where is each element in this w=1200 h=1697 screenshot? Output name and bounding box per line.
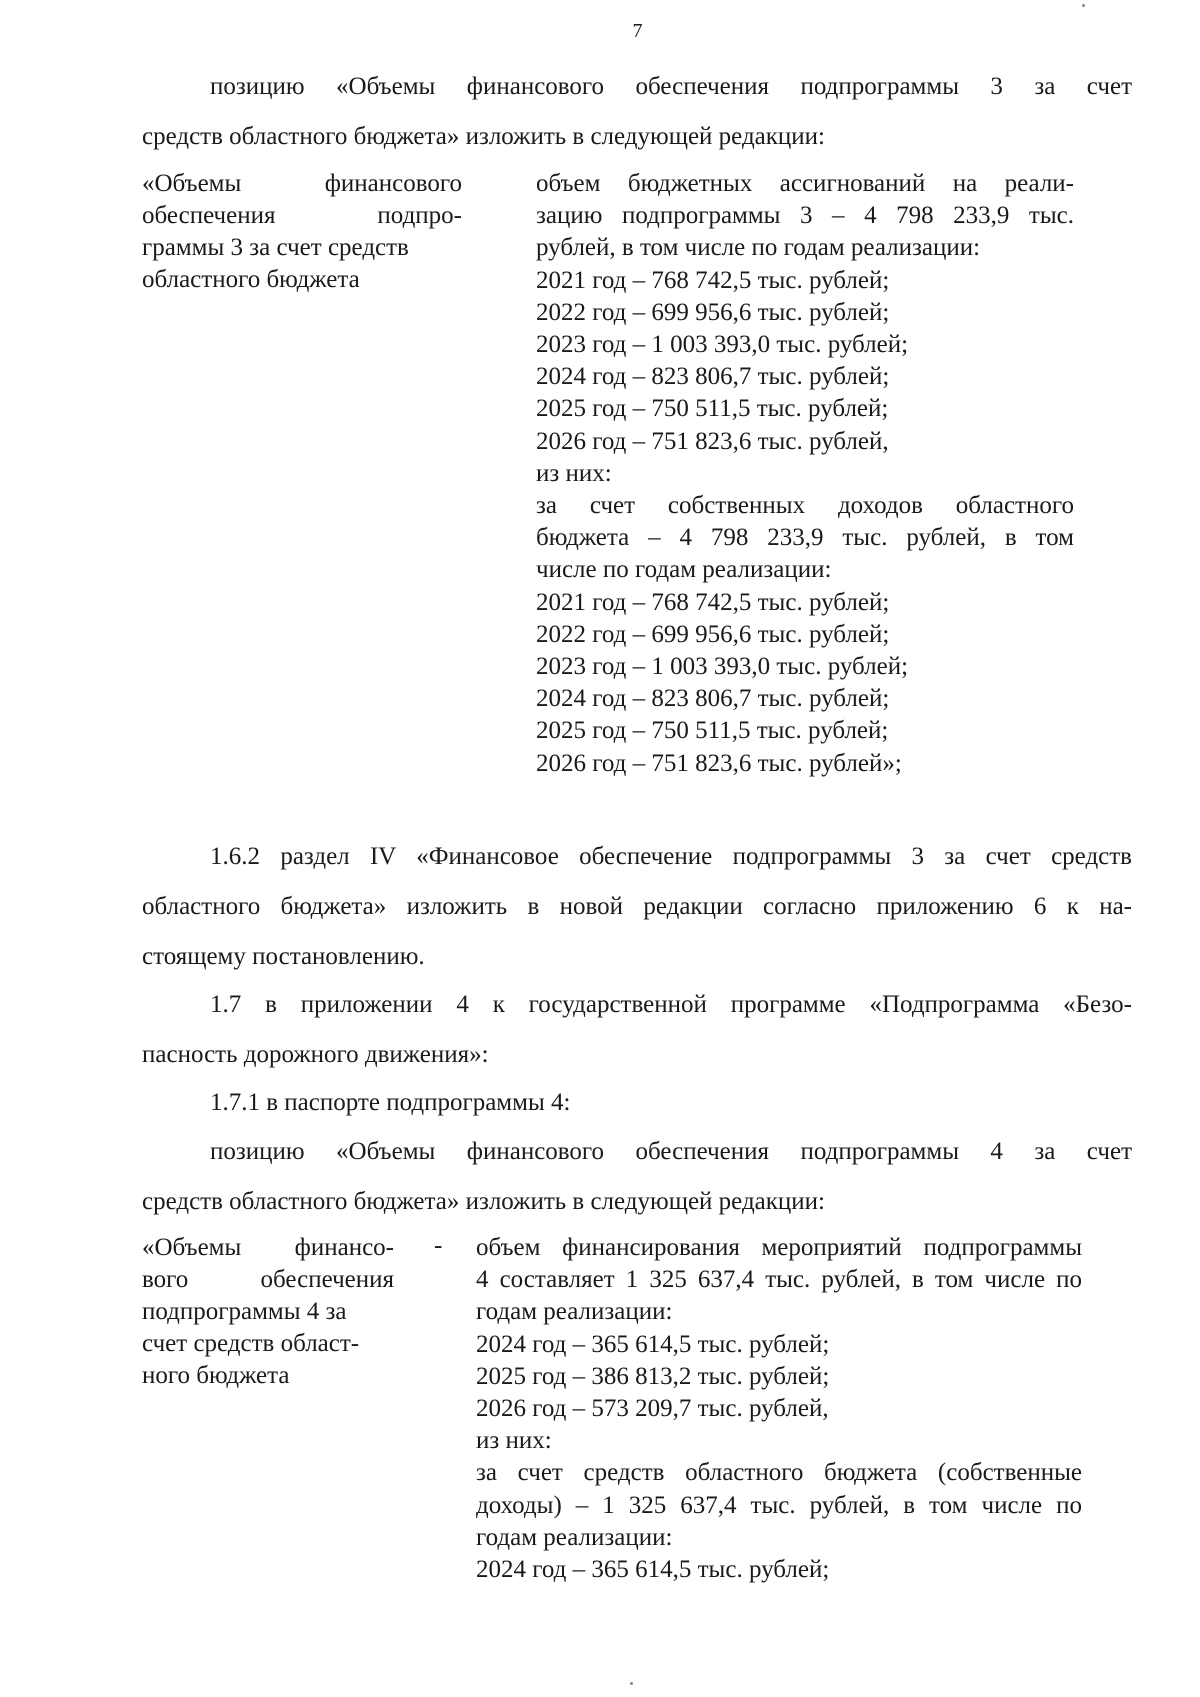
- paragraph-1-6-2-line2: областного бюджета» изложить в новой редакции согласно приложению 6 к на-: [142, 893, 1132, 920]
- table1-right-line: 2025 год – 750 511,5 тыс. рублей;: [536, 395, 889, 423]
- table1-right-line: 2024 год – 823 806,7 тыс. рублей;: [536, 363, 890, 391]
- table1-right-line: 2021 год – 768 742,5 тыс. рублей;: [536, 588, 890, 616]
- page-number: 7: [632, 20, 643, 42]
- table2-right-line: 2025 год – 386 813,2 тыс. рублей;: [476, 1362, 830, 1390]
- table1-right-line: числе по годам реализации:: [536, 556, 832, 584]
- table2-right-line: годам реализации:: [476, 1298, 673, 1326]
- table2-right-line: годам реализации:: [476, 1523, 673, 1551]
- table1-left-line: граммы 3 за счет средств: [142, 234, 409, 261]
- paragraph-position-4-line1: позицию «Объемы финансового обеспечения подпрограммы 4 за счет: [210, 1138, 1132, 1165]
- paragraph-1-6-2-line1: 1.6.2 раздел IV «Финансовое обеспечение подпрограммы 3 за счет средств: [210, 843, 1132, 870]
- table1-right-line: 2026 год – 751 823,6 тыс. рублей,: [536, 427, 889, 455]
- table2-right-line: 2026 год – 573 209,7 тыс. рублей,: [476, 1395, 829, 1423]
- table1-left-line: областного бюджета: [142, 266, 360, 293]
- table2-left-line: «Объемы финансо-: [142, 1234, 394, 1261]
- scan-speck: [630, 1682, 633, 1685]
- table2-right-line: за счет средств областного бюджета (собственные: [476, 1459, 1082, 1487]
- table1-right-line: 2025 год – 750 511,5 тыс. рублей;: [536, 717, 889, 745]
- table1-right-line: 2022 год – 699 956,6 тыс. рублей;: [536, 298, 890, 326]
- table1-left-line: обеспечения подпро-: [142, 202, 462, 229]
- table1-right-line: 2024 год – 823 806,7 тыс. рублей;: [536, 685, 890, 713]
- table1-right-line: 2026 год – 751 823,6 тыс. рублей»;: [536, 749, 902, 777]
- table1-right-line: 2022 год – 699 956,6 тыс. рублей;: [536, 620, 890, 648]
- paragraph-position-3-line2: средств областного бюджета» изложить в следующей редакции:: [142, 123, 825, 150]
- paragraph-1-7-line2: пасность дорожного движения»:: [142, 1041, 489, 1068]
- scan-speck: [1082, 4, 1085, 7]
- table1-right-line: 2023 год – 1 003 393,0 тыс. рублей;: [536, 653, 909, 681]
- table2-right-column: [476, 1232, 1082, 1586]
- table2-left-line: ного бюджета: [142, 1362, 290, 1389]
- table1-right-line: объем бюджетных ассигнований на реали-: [536, 170, 1074, 197]
- table2-left-line: счет средств област-: [142, 1330, 360, 1357]
- table2-right-line: 2024 год – 365 614,5 тыс. рублей;: [476, 1330, 830, 1358]
- paragraph-1-6-2-line3: стоящему постановлению.: [142, 943, 425, 970]
- table1-right-line: бюджета – 4 798 233,9 тыс. рублей, в том: [536, 524, 1074, 552]
- table2-right-line: объем финансирования мероприятий подпрограммы: [476, 1234, 1082, 1261]
- table2-right-line: 4 составляет 1 325 637,4 тыс. рублей, в том числе по: [476, 1266, 1082, 1294]
- paragraph-position-4-line2: средств областного бюджета» изложить в следующей редакции:: [142, 1188, 825, 1215]
- paragraph-1-7-1: 1.7.1 в паспорте подпрограммы 4:: [210, 1089, 571, 1116]
- table1-right-line: из них:: [536, 459, 612, 487]
- paragraph-position-3-line1: позицию «Объемы финансового обеспечения подпрограммы 3 за счет: [210, 73, 1132, 100]
- table2-right-line: из них:: [476, 1427, 552, 1455]
- table1-right-line: 2023 год – 1 003 393,0 тыс. рублей;: [536, 331, 909, 359]
- table2-left-line: подпрограммы 4 за: [142, 1298, 347, 1325]
- table2-right-line: доходы) – 1 325 637,4 тыс. рублей, в том числе по: [476, 1491, 1082, 1519]
- table2-left-column: [142, 1232, 394, 1392]
- table1-right-line: рублей, в том числе по годам реализации:: [536, 234, 981, 262]
- paragraph-1-7-line1: 1.7 в приложении 4 к государственной программе «Подпрограмма «Безо-: [210, 991, 1132, 1018]
- table1-right-line: за счет собственных доходов областного: [536, 492, 1074, 520]
- table1-right-line: зацию подпрограммы 3 – 4 798 233,9 тыс.: [536, 202, 1074, 230]
- table1-left-column: [142, 168, 462, 296]
- table2-left-line: вого обеспечения: [142, 1266, 394, 1293]
- table1-left-line: «Объемы финансового: [142, 170, 462, 197]
- table2-dash-separator: -: [434, 1232, 443, 1259]
- table2-right-line: 2024 год – 365 614,5 тыс. рублей;: [476, 1556, 830, 1584]
- table1-right-line: 2021 год – 768 742,5 тыс. рублей;: [536, 266, 890, 294]
- table1-right-column: [536, 168, 1074, 780]
